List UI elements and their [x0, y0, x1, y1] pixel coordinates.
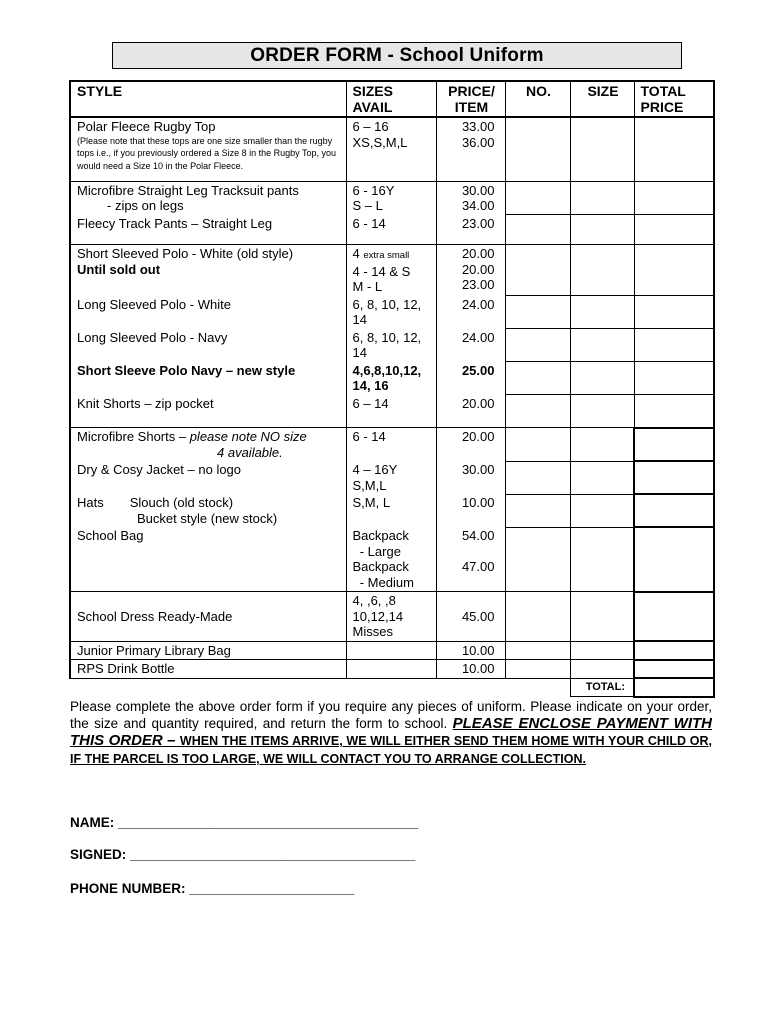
- item-style: Dry & Cosy Jacket – no logo: [70, 461, 346, 494]
- total-spacer: [70, 678, 346, 697]
- header-no: NO.: [505, 81, 570, 117]
- item-sizes: 4 extra small 4 - 14 & S M - L: [346, 245, 436, 296]
- header-sizes: SIZES AVAIL: [346, 81, 436, 117]
- item-sizes: 6 - 14: [346, 215, 436, 245]
- order-table: [69, 80, 715, 698]
- total-input[interactable]: [634, 428, 714, 462]
- item-price: 33.00 36.00: [436, 117, 505, 181]
- table-row: [70, 428, 714, 462]
- total-input[interactable]: [634, 296, 714, 329]
- table-row: [70, 494, 714, 527]
- signed-field[interactable]: SIGNED: ______________________________________: [70, 847, 416, 862]
- size-input[interactable]: [570, 362, 634, 395]
- item-sizes: 6, 8, 10, 12, 14: [346, 296, 436, 329]
- size-input[interactable]: [570, 329, 634, 362]
- size-input[interactable]: [570, 296, 634, 329]
- total-input[interactable]: [634, 181, 714, 215]
- item-style: Junior Primary Library Bag: [70, 641, 346, 660]
- table-row: [70, 215, 714, 245]
- item-style: Hats Slouch (old stock) Bucket style (new stock): [70, 494, 346, 527]
- qty-input[interactable]: [505, 641, 570, 660]
- item-price: 20.00: [436, 395, 505, 428]
- total-input[interactable]: [634, 395, 714, 428]
- table-row: [70, 527, 714, 592]
- qty-input[interactable]: [505, 395, 570, 428]
- item-style: Microfibre Shorts – please note NO size 4 available.: [70, 428, 346, 462]
- size-input[interactable]: [570, 461, 634, 494]
- instructions: Please complete the above order form if you require any pieces of uniform. Please indicate on your order, the size and quantity required, and return the form to school. PLEASE ENCLOSE PAYMENT WITH THIS ORDER – WHEN THE ITEMS ARRIVE, WE WILL EITHER SEND THEM HOME WITH YOUR CHILD OR, IF THE PARCEL IS TOO LARGE, WE WILL CONTACT YOU TO ARRANGE COLLECTION.: [70, 699, 712, 766]
- table-row: [70, 592, 714, 642]
- item-sizes: 6, 8, 10, 12, 14: [346, 329, 436, 362]
- qty-input[interactable]: [505, 245, 570, 296]
- item-price: 45.00: [436, 592, 505, 642]
- total-input[interactable]: [634, 329, 714, 362]
- total-row: [70, 678, 714, 697]
- table-row: [70, 181, 714, 215]
- item-sizes: Backpack - Large Backpack - Medium: [346, 527, 436, 592]
- grand-total-input[interactable]: [634, 678, 714, 697]
- item-price: 30.00 34.00: [436, 181, 505, 215]
- name-field[interactable]: NAME: ________________________________________: [70, 815, 419, 830]
- item-style: Polar Fleece Rugby Top (Please note that these tops are one size smaller than the rugby tops i.e., if you previously ordered a Size 8 in the Rugby Top, you would need a Size 10 in the Polar Fleece.: [70, 117, 346, 181]
- total-spacer: [346, 678, 436, 697]
- phone-field[interactable]: PHONE NUMBER: ______________________: [70, 881, 355, 896]
- item-price: 23.00: [436, 215, 505, 245]
- item-style: Fleecy Track Pants – Straight Leg: [70, 215, 346, 245]
- table-row: [70, 461, 714, 494]
- size-input[interactable]: [570, 660, 634, 679]
- total-input[interactable]: [634, 660, 714, 679]
- header-size: SIZE: [570, 81, 634, 117]
- qty-input[interactable]: [505, 296, 570, 329]
- size-input[interactable]: [570, 215, 634, 245]
- item-sizes: 6 - 16Y S – L: [346, 181, 436, 215]
- total-input[interactable]: [634, 641, 714, 660]
- item-price: 10.00: [436, 641, 505, 660]
- item-style: Microfibre Straight Leg Tracksuit pants - zips on legs: [70, 181, 346, 215]
- total-input[interactable]: [634, 245, 714, 296]
- item-style: RPS Drink Bottle: [70, 660, 346, 679]
- table-row: [70, 245, 714, 296]
- table-row: [70, 395, 714, 428]
- total-input[interactable]: [634, 215, 714, 245]
- qty-input[interactable]: [505, 592, 570, 642]
- item-style: Knit Shorts – zip pocket: [70, 395, 346, 428]
- table-row: [70, 329, 714, 362]
- size-input[interactable]: [570, 494, 634, 527]
- total-input[interactable]: [634, 362, 714, 395]
- total-spacer: [436, 678, 505, 697]
- header-total: TOTAL PRICE: [634, 81, 714, 117]
- item-price: 10.00: [436, 494, 505, 527]
- item-price: 25.00: [436, 362, 505, 395]
- size-input[interactable]: [570, 181, 634, 215]
- item-price: 10.00: [436, 660, 505, 679]
- size-input[interactable]: [570, 117, 634, 181]
- item-sizes: [346, 641, 436, 660]
- size-input[interactable]: [570, 527, 634, 592]
- item-price: 30.00: [436, 461, 505, 494]
- item-style: Short Sleeved Polo - White (old style) Until sold out: [70, 245, 346, 296]
- item-price: 54.00 47.00: [436, 527, 505, 592]
- qty-input[interactable]: [505, 527, 570, 592]
- item-sizes: 6 – 14: [346, 395, 436, 428]
- total-input[interactable]: [634, 117, 714, 181]
- form-title: ORDER FORM - School Uniform: [112, 42, 682, 69]
- item-style: School Bag: [70, 527, 346, 592]
- total-input[interactable]: [634, 461, 714, 494]
- item-sizes: 4,6,8,10,12, 14, 16: [346, 362, 436, 395]
- total-input[interactable]: [634, 527, 714, 592]
- qty-input[interactable]: [505, 494, 570, 527]
- qty-input[interactable]: [505, 215, 570, 245]
- size-input[interactable]: [570, 641, 634, 660]
- item-sizes: [346, 660, 436, 679]
- header-price: PRICE/ ITEM: [436, 81, 505, 117]
- table-row: [70, 362, 714, 395]
- item-sizes: S,M, L: [346, 494, 436, 527]
- item-price: 24.00: [436, 329, 505, 362]
- item-sizes: 6 - 14: [346, 428, 436, 462]
- item-style: School Dress Ready-Made: [70, 592, 346, 642]
- size-input[interactable]: [570, 395, 634, 428]
- table-row: [70, 117, 714, 181]
- item-style: Long Sleeved Polo - Navy: [70, 329, 346, 362]
- size-input[interactable]: [570, 245, 634, 296]
- table-header-row: [70, 81, 714, 117]
- total-label: TOTAL:: [570, 678, 634, 697]
- qty-input[interactable]: [505, 329, 570, 362]
- qty-input[interactable]: [505, 181, 570, 215]
- table-row: [70, 296, 714, 329]
- item-price: 20.00 20.00 23.00: [436, 245, 505, 296]
- item-sizes: 4 – 16Y S,M,L: [346, 461, 436, 494]
- item-price: 20.00: [436, 428, 505, 462]
- size-input[interactable]: [570, 428, 634, 462]
- total-input[interactable]: [634, 494, 714, 527]
- total-input[interactable]: [634, 592, 714, 642]
- qty-input[interactable]: [505, 461, 570, 494]
- table-row: [70, 660, 714, 679]
- size-input[interactable]: [570, 592, 634, 642]
- item-sizes: 6 – 16 XS,S,M,L: [346, 117, 436, 181]
- item-style: Long Sleeved Polo - White: [70, 296, 346, 329]
- qty-input[interactable]: [505, 362, 570, 395]
- qty-input[interactable]: [505, 660, 570, 679]
- total-spacer: [505, 678, 570, 697]
- item-price: 24.00: [436, 296, 505, 329]
- table-row: [70, 641, 714, 660]
- qty-input[interactable]: [505, 117, 570, 181]
- item-style: Short Sleeve Polo Navy – new style: [70, 362, 346, 395]
- qty-input[interactable]: [505, 428, 570, 462]
- header-style: STYLE: [70, 81, 346, 117]
- item-sizes: 4, ,6, ,8 10,12,14 Misses: [346, 592, 436, 642]
